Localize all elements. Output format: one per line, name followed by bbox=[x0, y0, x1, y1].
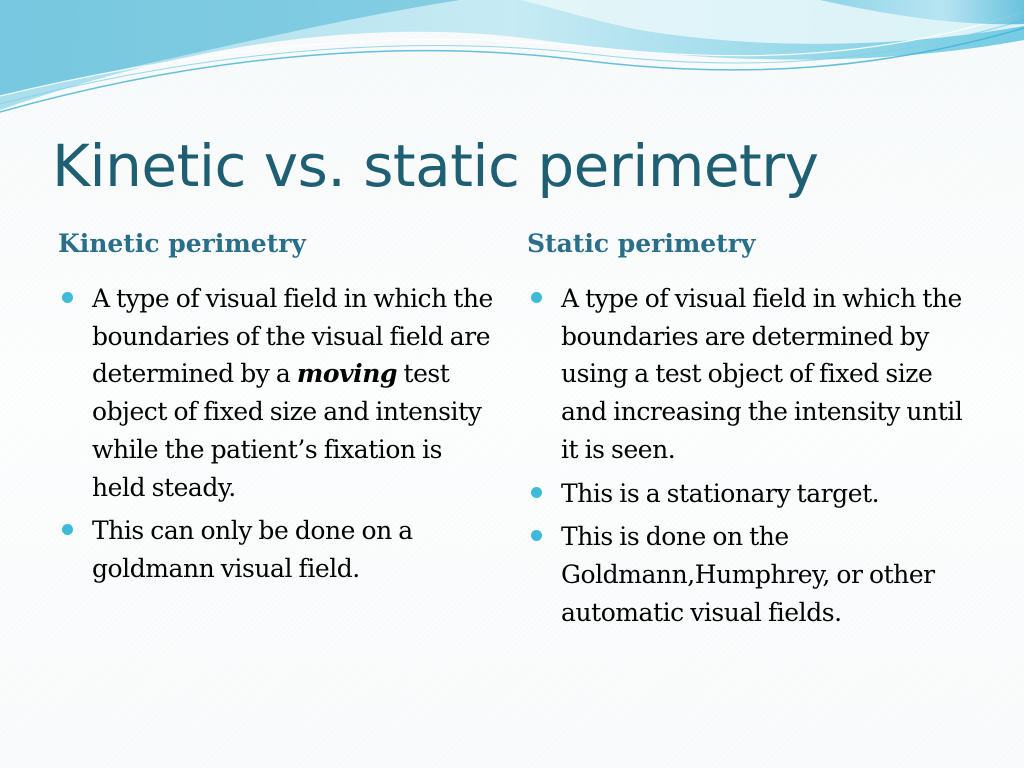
bullet-icon bbox=[62, 524, 73, 535]
static-heading: Static perimetry bbox=[527, 229, 756, 258]
static-bullet-target bbox=[527, 475, 977, 513]
kinetic-definition-emphasis: moving bbox=[296, 359, 397, 389]
static-target-text: This is a stationary target. bbox=[561, 478, 880, 508]
bullet-icon bbox=[531, 530, 542, 541]
kinetic-device-text: This can only be done on a goldmann visual field. bbox=[92, 516, 413, 583]
kinetic-column bbox=[58, 222, 498, 594]
kinetic-bullet-device bbox=[58, 512, 498, 587]
bullet-icon bbox=[531, 487, 542, 498]
static-definition-text: A type of visual field in which the boundaries are determined by using a test object of fixed size and increasing the intensity until it is seen. bbox=[561, 284, 963, 464]
bullet-icon bbox=[62, 292, 73, 303]
kinetic-definition-text-end: test object of fixed size and intensity while the patient’s fixation is held steady. bbox=[92, 359, 482, 502]
static-bullet-list bbox=[527, 280, 977, 631]
static-devices-text: This is done on the Goldmann,Humphrey, or other automatic visual fields. bbox=[561, 522, 935, 627]
slide-title: Kinetic vs. static perimetry bbox=[52, 132, 819, 200]
kinetic-definition-text-start: A type of visual field in which the boundaries of the visual field are determined by a bbox=[92, 284, 493, 389]
kinetic-heading: Kinetic perimetry bbox=[58, 229, 306, 258]
wave-decoration bbox=[0, 0, 1024, 140]
static-bullet-definition bbox=[527, 280, 977, 469]
kinetic-bullet-list bbox=[58, 280, 498, 588]
static-column bbox=[527, 222, 977, 637]
kinetic-bullet-definition bbox=[58, 280, 498, 506]
static-bullet-devices bbox=[527, 518, 977, 631]
bullet-icon bbox=[531, 292, 542, 303]
